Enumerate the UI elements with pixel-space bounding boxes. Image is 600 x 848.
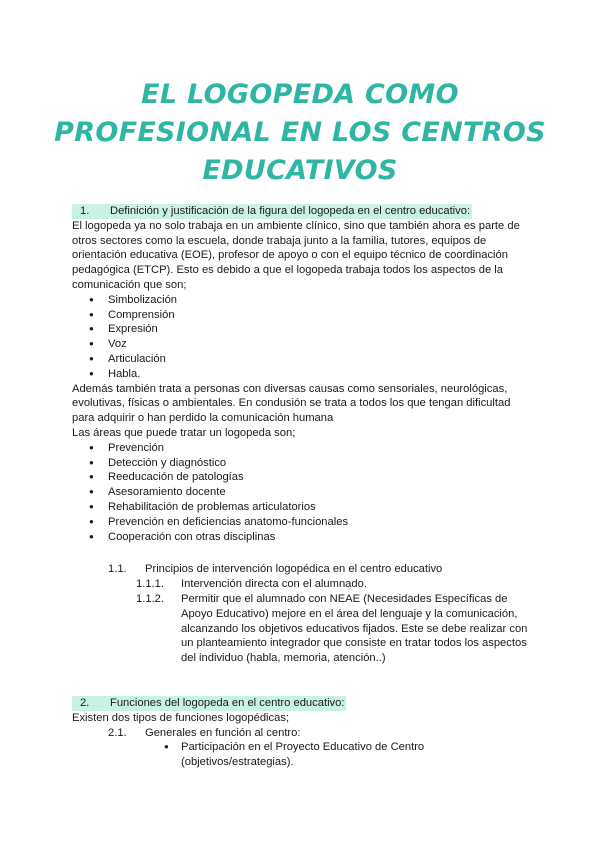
section-1-heading: [72, 204, 472, 219]
document-title: [0, 76, 600, 190]
list-item: ● Participación en el Proyecto Educativo de Centro (objetivos/estrategias).: [164, 740, 441, 770]
subsection-item-number: 1.1.1.: [136, 578, 164, 591]
list-item: ● Expresión: [89, 322, 532, 337]
list-item: ● Cooperación con otras disciplinas: [89, 530, 532, 545]
subsection-heading-text: Principios de intervención logopédica en el centro educativo: [145, 563, 443, 576]
subsection-heading-text: Generales en función al centro:: [145, 726, 301, 739]
areas-intro: Las áreas que puede tratar un logopeda son;: [72, 426, 296, 439]
general-functions-list: [72, 740, 532, 770]
list-item: ● Prevención en deficiencias anatomo-funcionales: [89, 515, 532, 530]
subsection-item-text: Intervención directa con el alumnado.: [181, 578, 367, 591]
list-item: ● Simbolización: [89, 293, 532, 308]
subsection-item-number: 1.1.2.: [136, 592, 164, 605]
section-2-heading-text: Funciones del logopeda en el centro educativo:: [110, 696, 345, 709]
section-2-intro: Existen dos tipos de funciones logopédicas;: [72, 711, 290, 724]
list-item: ● Detección y diagnóstico: [89, 456, 532, 471]
list-item: ● Rehabilitación de problemas articulatorios: [89, 500, 532, 515]
document-body: [72, 204, 532, 770]
section-1-heading-text: Definición y justificación de la figura del logopeda en el centro educativo:: [110, 205, 471, 217]
areas-list: [72, 441, 532, 545]
section-2-number: 2.: [80, 696, 90, 709]
title-line-1: EL LOGOPEDA COMO: [141, 79, 459, 110]
list-item: ● Asesoramiento docente: [89, 485, 532, 500]
section-1-paragraph-2: Además también trata a personas con diversas causas como sensoriales, neurológicas, evolutivas, físicas o ambientales. En condusión se trata a todos los que tengan dificultad para adquirir o han perdido la comunicación humana: [72, 382, 511, 425]
section-2-heading: [72, 696, 346, 711]
subsection-number: 1.1.: [108, 563, 127, 576]
list-item: ● Reeducación de patologías: [89, 470, 532, 485]
list-item: ● Voz: [89, 337, 532, 352]
subsection-item: [136, 577, 532, 592]
section-1-number: 1.: [80, 205, 90, 217]
title-line-2: PROFESIONAL EN LOS CENTROS: [54, 117, 546, 148]
section-1-intro: El logopeda ya no solo trabaja en un ambiente clínico, sino que también ahora es parte de otros sectores como la escuela, donde trabaja junto a la familia, tutores, equipos de orientación educativa (EOE), profesor de apoyo o con el equipo técnico de coordinación pedagógica (ETCP). Esto es debido a que el logopeda trabaja todos los aspectos de la comunicación que son;: [72, 219, 520, 291]
subsection-2-1-heading: [108, 726, 532, 741]
subsection-1-1-heading: [108, 562, 532, 577]
subsection-item: [136, 592, 532, 666]
list-item: ● Comprensión: [89, 308, 532, 323]
subsection-number: 2.1.: [108, 726, 127, 739]
list-item: ● Habla.: [89, 367, 532, 382]
list-item: ● Articulación: [89, 352, 532, 367]
list-item: ● Prevención: [89, 441, 532, 456]
aspects-list: [72, 293, 532, 382]
title-line-3: EDUCATIVOS: [202, 155, 398, 186]
subsection-item-text: Permitir que el alumnado con NEAE (Necesidades Específicas de Apoyo Educativo) mejore en el área del lenguaje y la comunicación, alcanzando los objetivos educativos fijados. Este se debe realizar con un planteamiento integrador que consiste en tratar todos los aspectos del individuo (habla, memoria, atención..): [181, 592, 528, 665]
